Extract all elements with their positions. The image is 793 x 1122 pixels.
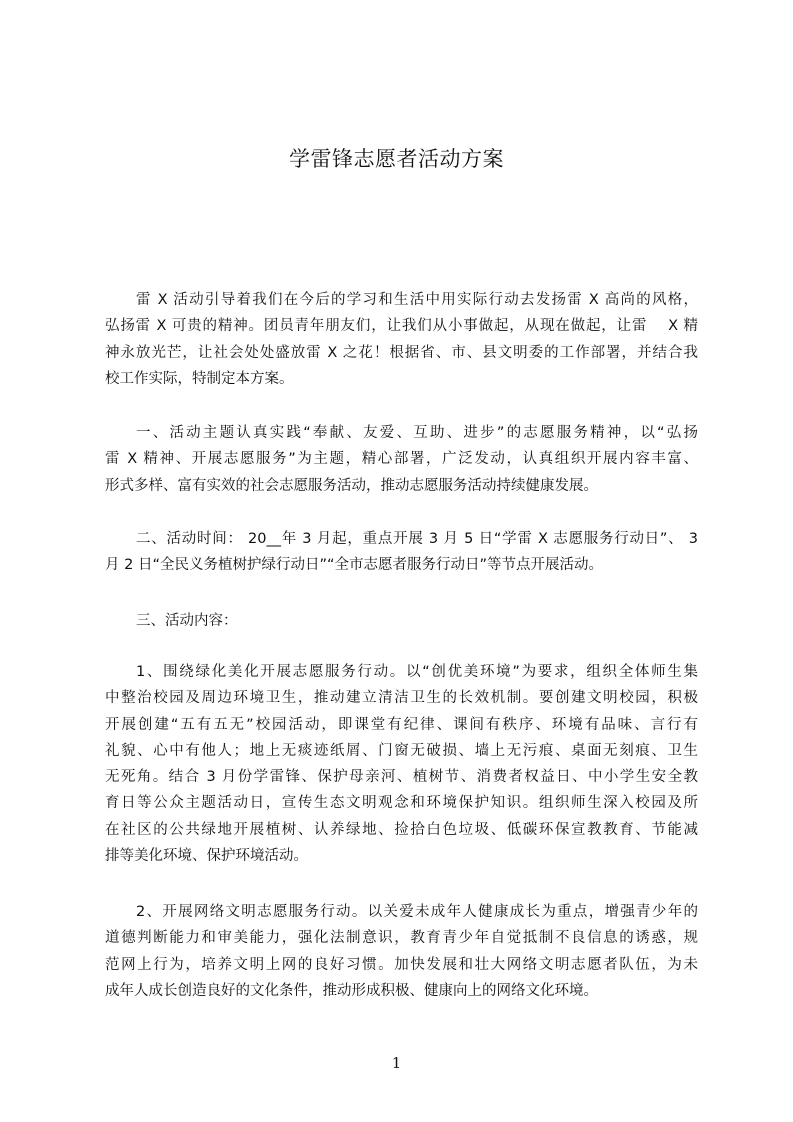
paragraph-line: 在社区的公共绿地开展植树、认养绿地、捡拾白色垃圾、低碳环保宣教教育、节能减 (105, 821, 698, 838)
document-title: 学雷锋志愿者活动方案 (289, 147, 504, 171)
section-3-heading: 三、活动内容： (136, 613, 238, 629)
paragraph-line: 弘扬雷 X 可贵的精神。团员青年朋友们，让我们从小事做起，从现在做起，让雷 X 精 (105, 318, 698, 335)
paragraph-line: 礼貌、心中有他人；地上无痰迹纸屑、门窗无破损、墙上无污痕、桌面无刻痕、卫生 (105, 742, 698, 759)
paragraph-line: 无死角。结合 3 月份学雷锋、保护母亲河、植树节、消费者权益日、中小学生安全教 (105, 769, 698, 786)
paragraph-line: 二、活动时间： 20__年 3 月起，重点开展 3 月 5 日“学雷 X 志愿服务行动日”、 3 (136, 531, 698, 547)
section-1-paragraph (105, 420, 698, 499)
paragraph-line: 雷 X 精神、开展志愿服务”为主题，精心部署，广泛发动，认真组织开展内容丰富、 (105, 451, 698, 468)
paragraph-line: 一、活动主题认真实践“奉献、友爱、互助、进步”的志愿服务精神，以“弘扬 (136, 425, 698, 441)
paragraph-line: 2、开展网络文明志愿服务行动。以关爱未成年人健康成长为重点，增强青少年的 (136, 904, 698, 920)
paragraph-line: 范网上行为，培养文明上网的良好习惯。加快发展和壮大网络文明志愿者队伍，为未 (105, 956, 698, 973)
paragraph-line: 雷 X 活动引导着我们在今后的学习和生活中用实际行动去发扬雷 X 高尚的风格， (136, 292, 698, 308)
paragraph-line: 形式多样、富有实效的社会志愿服务活动，推动志愿服务活动持续健康发展。 (105, 477, 598, 494)
item-1-paragraph (105, 659, 698, 869)
paragraph-line: 神永放光芒，让社会处处盛放雷 X 之花！根据省、市、县文明委的工作部署，并结合我 (105, 344, 698, 361)
paragraph-line: 开展创建“五有五无”校园活动，即课堂有纪律、课间有秩序、环境有品味、言行有 (105, 716, 698, 733)
paragraph-line: 育日等公众主题活动日，宣传生态文明观念和环境保护知识。组织师生深入校园及所 (105, 795, 698, 812)
paragraph-line: 校工作实际，特制定本方案。 (105, 370, 294, 387)
section-2-paragraph (105, 526, 698, 579)
paragraph-line: 月 2 日“全民义务植树护绿行动日”“全市志愿者服务行动日”等节点开展活动。 (105, 557, 603, 574)
page-number: 1 (391, 1054, 402, 1072)
paragraph-line: 排等美化环境、保护环境活动。 (105, 848, 308, 865)
intro-paragraph (105, 287, 698, 392)
paragraph-line: 道德判断能力和审美能力，强化法制意识，教育青少年自觉抵制不良信息的诱惑，规 (105, 930, 698, 947)
paragraph-line: 1、围绕绿化美化开展志愿服务行动。以“创优美环境”为要求，组织全体师生集 (136, 664, 698, 680)
paragraph-line: 成年人成长创造良好的文化条件，推动形成积极、健康向上的网络文化环境。 (105, 982, 598, 999)
item-2-paragraph (105, 899, 698, 1004)
paragraph-line: 中整治校园及周边环境卫生，推动建立清洁卫生的长效机制。要创建文明校园，积极 (105, 690, 698, 707)
